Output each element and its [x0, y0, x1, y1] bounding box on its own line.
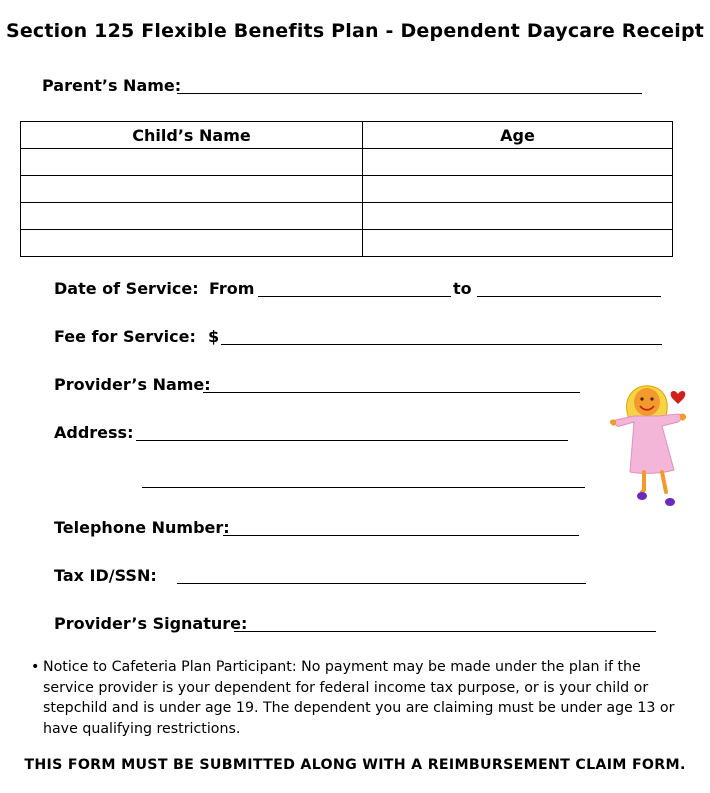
bullet-icon: • — [31, 659, 40, 675]
child-age-cell[interactable] — [363, 230, 673, 257]
date-from-label: From — [209, 279, 255, 298]
child-name-cell[interactable] — [21, 230, 363, 257]
telephone-label: Telephone Number: — [54, 518, 230, 537]
date-of-service-label: Date of Service: — [54, 279, 199, 298]
signature-field[interactable] — [234, 631, 656, 632]
fee-for-service-label: Fee for Service: — [54, 327, 196, 346]
parent-name-field[interactable] — [177, 93, 642, 94]
currency-symbol: $ — [208, 327, 220, 346]
tax-id-label: Tax ID/SSN: — [54, 566, 157, 585]
table-row — [21, 203, 673, 230]
column-header-child-name: Child’s Name — [21, 122, 363, 149]
signature-label: Provider’s Signature: — [54, 614, 248, 633]
table-row — [21, 149, 673, 176]
address-label: Address: — [54, 423, 134, 442]
tax-id-field[interactable] — [177, 583, 586, 584]
children-table — [20, 121, 673, 257]
address-line-1-field[interactable] — [136, 440, 568, 441]
fee-field[interactable] — [221, 344, 662, 345]
date-to-field[interactable] — [477, 296, 661, 297]
child-name-cell[interactable] — [21, 176, 363, 203]
telephone-field[interactable] — [223, 535, 579, 536]
column-header-age: Age — [363, 122, 673, 149]
child-age-cell[interactable] — [363, 176, 673, 203]
child-age-cell[interactable] — [363, 203, 673, 230]
child-name-cell[interactable] — [21, 203, 363, 230]
notice-text: Notice to Cafeteria Plan Participant: No payment may be made under the plan if the service provider is your dependent for federal income tax purpose, or is your child or stepchild and is under age 19. The dependent you are claiming must be under age 13 or have qualifying restrictions. — [43, 659, 675, 737]
provider-name-label: Provider’s Name: — [54, 375, 211, 394]
girl-with-heart-icon — [600, 378, 696, 512]
date-from-field[interactable] — [258, 296, 451, 297]
provider-name-field[interactable] — [203, 392, 580, 393]
table-row — [21, 230, 673, 257]
notice — [31, 657, 691, 739]
form-title: Section 125 Flexible Benefits Plan - Dependent Daycare Receipt — [5, 20, 705, 42]
date-to-label: to — [453, 279, 472, 298]
table-row — [21, 176, 673, 203]
parent-name-label: Parent’s Name: — [42, 76, 182, 95]
child-name-cell[interactable] — [21, 149, 363, 176]
address-line-2-field[interactable] — [142, 487, 585, 488]
footer-instruction: THIS FORM MUST BE SUBMITTED ALONG WITH A REIMBURSEMENT CLAIM FORM. — [24, 757, 686, 773]
child-age-cell[interactable] — [363, 149, 673, 176]
